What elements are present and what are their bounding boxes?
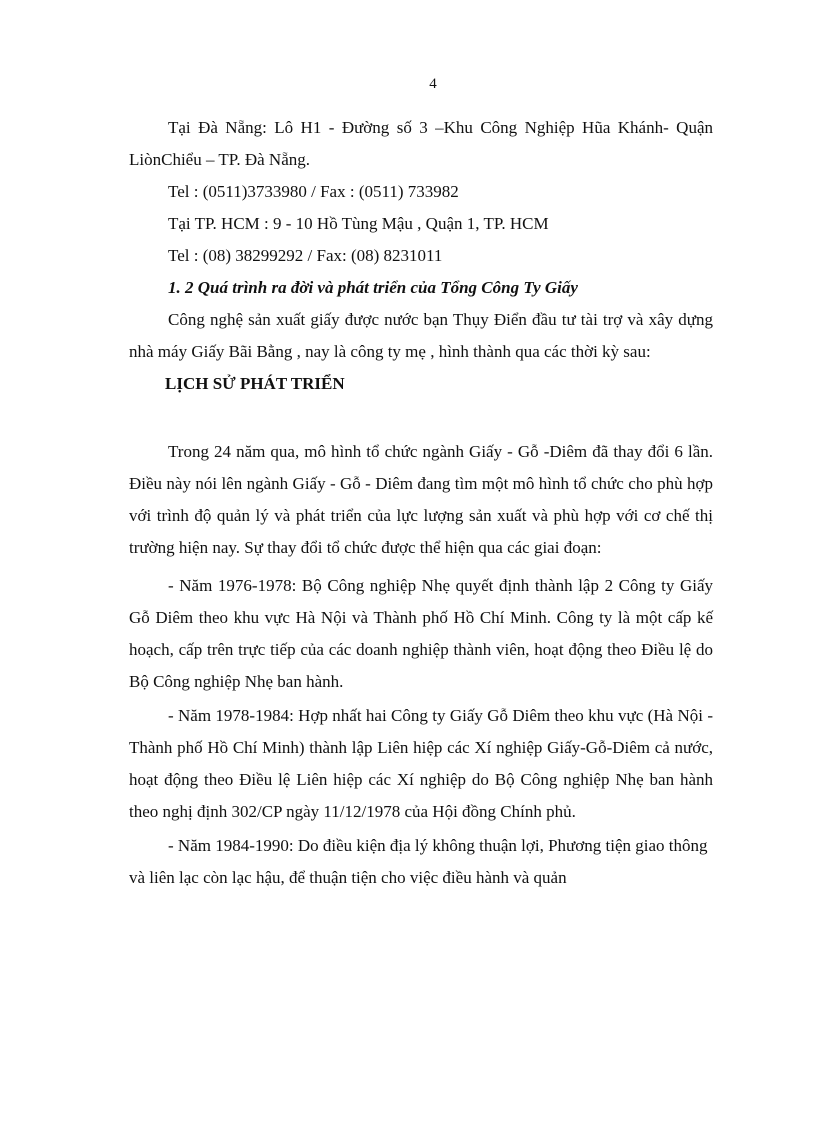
intro-paragraph: Công nghệ sản xuất giấy được nước bạn Thụy Điển đầu tư tài trợ và xây dựng nhà máy Giấy Bãi Bằng , nay là công ty mẹ , hình thành qua các thời kỳ sau: (129, 310, 713, 361)
spacer (129, 400, 713, 436)
history-title: LỊCH SỬ PHÁT TRIỂN (165, 374, 345, 393)
paragraph-1984-1990: - Năm 1984-1990: Do điều kiện địa lý không thuận lợi, Phương tiện giao thông và liên lạc còn lạc hậu, để thuận tiện cho việc điều hành và quản (129, 836, 708, 887)
section-heading: 1. 2 Quá trình ra đời và phát triển của Tổng Công Ty Giấy (168, 278, 578, 297)
paragraph-1976-1978: - Năm 1976-1978: Bộ Công nghiệp Nhẹ quyết định thành lập 2 Công ty Giấy Gỗ Diêm theo khu vực Hà Nội và Thành phố Hồ Chí Minh. Công ty là một cấp kế hoạch, cấp trên trực tiếp của các doanh nghiệp thành viên, hoạt động theo Điều lệ do Bộ Công nghiệp Nhẹ ban hành. (129, 576, 713, 691)
paragraph-overview: Trong 24 năm qua, mô hình tổ chức ngành Giấy - Gỗ -Diêm đã thay đổi 6 lần. Điều này nói lên ngành Giấy - Gỗ - Diêm đang tìm một mô hình tổ chức cho phù hợp với trình độ quản lý và phát triển của lực lượng sản xuất và phù hợp với cơ chế thị trường hiện nay. Sự thay đổi tổ chức được thể hiện qua các giai đoạn: (129, 442, 713, 557)
address-hcm: Tại TP. HCM : 9 - 10 Hồ Tùng Mậu , Quận 1, TP. HCM (168, 214, 549, 233)
page-number: 4 (429, 76, 437, 92)
tel-fax-hcm: Tel : (08) 38299292 / Fax: (08) 8231011 (168, 246, 443, 265)
page-content (129, 112, 713, 894)
tel-fax-da-nang: Tel : (0511)3733980 / Fax : (0511) 733982 (168, 182, 459, 201)
paragraph-1978-1984: - Năm 1978-1984: Hợp nhất hai Công ty Giấy Gỗ Diêm theo khu vực (Hà Nội - Thành phố Hồ Chí Minh) thành lập Liên hiệp các Xí nghiệp Giấy-Gỗ-Diêm cả nước, hoạt động theo Điều lệ Liên hiệp các Xí nghiệp do Bộ Công nghiệp Nhẹ ban hành theo nghị định 302/CP ngày 11/12/1978 của Hội đồng Chính phủ. (129, 706, 713, 821)
address-da-nang: Tại Đà Nẵng: Lô H1 - Đường số 3 –Khu Công Nghiệp Hũa Khánh- Quận LiònChiểu – TP. Đà Nẵng. (129, 118, 713, 169)
